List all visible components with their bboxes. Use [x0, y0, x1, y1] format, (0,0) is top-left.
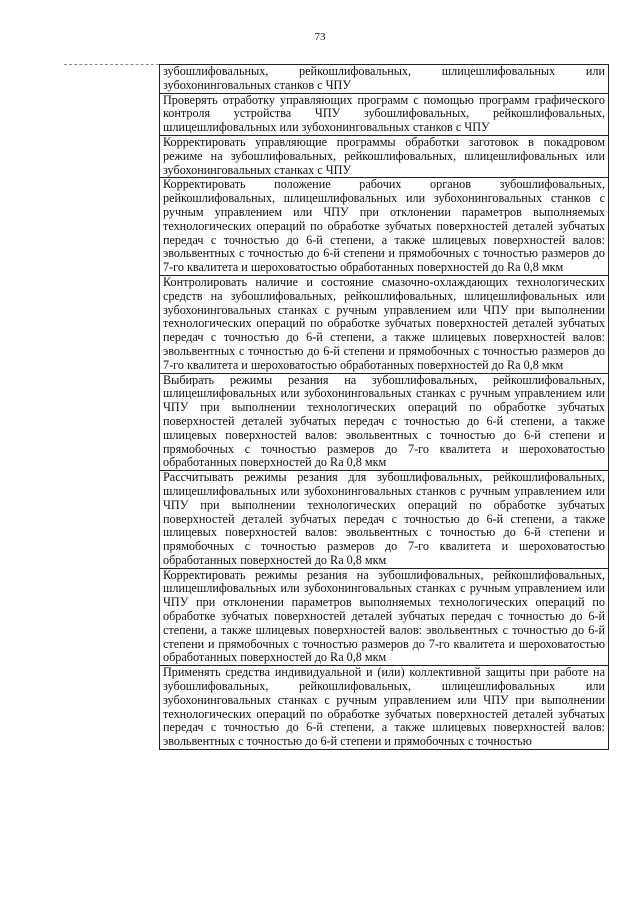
skill-text: Проверять отработку управляющих программ с помощью программ графического контроля устройства ЧПУ зубошлифовальных, рейкошлифовальных, шлицешлифовальных или зубохонинговальных станков с ЧПУ: [163, 92, 605, 135]
skill-cell: [160, 666, 609, 750]
skill-cell: [160, 135, 609, 177]
skill-cell: [160, 275, 609, 373]
skill-text: Контролировать наличие и состояние смазочно-охлаждающих технологических средств на зубошлифовальных, рейкошлифовальных, шлицешлифовальных или зубохонинговальных станках с ручным управлением или ЧПУ при выполнении технологических операций по обработке зубчатых поверхностей деталей зубчатых передач с точностью до 6-й степени, а также шлицевых поверхностей валов: эвольвентных с точностью до 6-й степени и прямобочных с точностью размеров до 7-го квалитета и шероховатостью обработанных поверхностей до Ra 0,8 мкм: [163, 274, 605, 372]
skill-text: Корректировать режимы резания на зубошлифовальных, рейкошлифовальных, шлицешлифовальных или зубохонинговальных станках с ручным управлением или ЧПУ при отклонении параметров выполняемых технологических операций по обработке зубчатых поверхностей деталей зубчатых передач с точностью до 6-й степени, а также шлицевых поверхностей валов: эвольвентных с точностью до 6-й степени и прямобочных с точностью размеров до 7-го квалитета и шероховатостью обработанных поверхностей до Ra 0,8 мкм: [163, 567, 605, 665]
table-row: [64, 65, 609, 94]
skills-table: [64, 64, 609, 750]
skill-text: Выбирать режимы резания на зубошлифовальных, рейкошлифовальных, шлицешлифовальных или зубохонинговальных станках с ручным управлением или ЧПУ при выполнении технологических операций по обработке зубчатых поверхностей деталей зубчатых передач с точностью до 6-й степени, а также шлицевых поверхностей валов: эвольвентных с точностью до 6-й степени и прямобочных с точностью размеров до 7-го квалитета и шероховатостью обработанных поверхностей до Ra 0,8 мкм: [163, 372, 605, 470]
skill-text: Корректировать положение рабочих органов зубошлифовальных, рейкошлифовальных, шлицешлифовальных или зубохонинговальных станков с ручным управлением или ЧПУ при отклонении параметров выполняемых технологических операций по обработке зубчатых поверхностей деталей зубчатых передач с точностью до 6-й степени, а также шлицевых поверхностей валов: эвольвентных с точностью до 6-й степени и прямобочных с точностью размеров до 7-го квалитета и шероховатостью обработанных поверхностей до Ra 0,8 мкм: [163, 177, 605, 275]
table-body: [64, 65, 609, 750]
skill-cell: [160, 93, 609, 135]
page-number: 73: [314, 31, 326, 43]
skill-text: Применять средства индивидуальной и (или) коллективной защиты при работе на зубошлифовальных, рейкошлифовальных, шлицешлифовальных или зубохонинговальных станках с ручным управлением или ЧПУ при выполнении технологических операций по обработке зубчатых поверхностей деталей зубчатых передач с точностью до 6-й степени, а также шлицевых поверхностей валов: эвольвентных с точностью до 6-й степени и прямобочных с точностью: [163, 665, 605, 749]
skill-cell: [160, 471, 609, 569]
skill-text: зубошлифовальных, рейкошлифовальных, шлицешлифовальных или зубохонинговальных станков с ЧПУ: [163, 64, 605, 92]
skill-text: Корректировать управляющие программы обработки заготовок в покадровом режиме на зубошлифовальных, рейкошлифовальных, шлицешлифовальных или зубохонинговальных станках с ЧПУ: [163, 134, 605, 177]
label-column-cell: [64, 65, 160, 750]
skill-text: Рассчитывать режимы резания для зубошлифовальных, рейкошлифовальных, шлицешлифовальных или зубохонинговальных станков с ручным управлением или ЧПУ при выполнении технологических операций по обработке зубчатых поверхностей деталей зубчатых передач с точностью до 6-й степени, а также шлицевых поверхностей валов: эвольвентных с точностью до 6-й степени и прямобочных с точностью размеров до 7-го квалитета и шероховатостью обработанных поверхностей до Ra 0,8 мкм: [163, 470, 605, 567]
skill-cell: [160, 568, 609, 666]
skill-cell: [160, 373, 609, 471]
skill-cell: [160, 65, 609, 94]
skill-cell: [160, 178, 609, 276]
